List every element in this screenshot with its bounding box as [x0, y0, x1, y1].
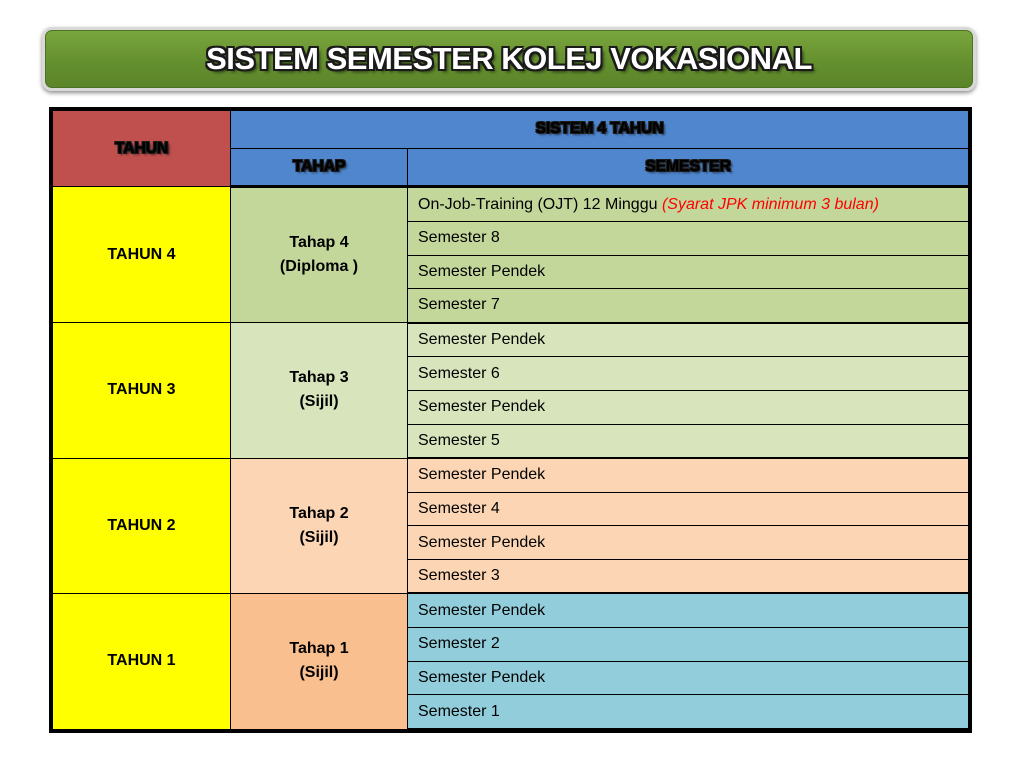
- semester-cell: [408, 492, 969, 526]
- semester-cell: [408, 187, 969, 222]
- semester-label: Semester Pendek: [418, 262, 546, 280]
- semester-table-container: [49, 107, 972, 733]
- semester-label: Semester 7: [418, 296, 500, 314]
- semester-cell: [408, 526, 969, 560]
- stage-cell: [231, 458, 408, 593]
- semester-cell: [408, 628, 969, 662]
- semester-cell: [408, 323, 969, 357]
- table-row: [53, 187, 969, 222]
- semester-cell: [408, 695, 969, 729]
- stage-name: Tahap 1: [289, 640, 349, 658]
- table-row: [53, 458, 969, 492]
- semester-cell: [408, 255, 969, 289]
- semester-label: Semester 1: [418, 702, 500, 720]
- semester-label: Semester Pendek: [418, 601, 546, 619]
- table-body: [53, 111, 969, 730]
- semester-cell: [408, 221, 969, 255]
- semester-cell: [408, 357, 969, 391]
- semester-label: Semester 2: [418, 635, 500, 653]
- semester-label: Semester 8: [418, 229, 500, 247]
- semester-cell: [408, 424, 969, 458]
- stage-cell: [231, 593, 408, 729]
- semester-label: Semester 4: [418, 500, 500, 517]
- semester-note: (Syarat JPK minimum 3 bulan): [661, 195, 879, 213]
- semester-label: Semester 5: [418, 431, 500, 449]
- semester-cell: [408, 661, 969, 695]
- semester-label: Semester Pendek: [418, 466, 546, 484]
- header-row: [53, 111, 969, 149]
- page-title: SISTEM SEMESTER KOLEJ VOKASIONAL: [206, 41, 812, 76]
- year-cell: TAHUN 2: [53, 458, 231, 593]
- stage-name: Tahap 4: [289, 234, 349, 252]
- semester-table: [52, 110, 969, 730]
- semester-label: On-Job-Training (OJT) 12 Minggu: [418, 195, 658, 213]
- semester-cell: [408, 390, 969, 424]
- year-cell: TAHUN 1: [53, 593, 231, 729]
- stage-qualification: (Sijil): [299, 393, 339, 411]
- semester-label: Semester 6: [418, 364, 500, 382]
- header-tahun: TAHUN: [53, 111, 231, 187]
- semester-label: Semester Pendek: [418, 331, 546, 349]
- year-cell: TAHUN 3: [53, 323, 231, 458]
- stage-qualification: (Diploma ): [279, 258, 359, 276]
- semester-label: Semester Pendek: [418, 668, 546, 686]
- semester-label: Semester Pendek: [418, 533, 546, 551]
- semester-cell: [408, 458, 969, 492]
- title-banner: [42, 27, 976, 91]
- semester-cell: [408, 559, 969, 593]
- semester-label: Semester 3: [418, 567, 500, 585]
- table-row: [53, 323, 969, 357]
- stage-name: Tahap 2: [289, 504, 349, 522]
- header-system: SISTEM 4 TAHUN: [231, 111, 969, 149]
- stage-qualification: (Sijil): [299, 528, 339, 546]
- stage-qualification: (Sijil): [299, 664, 339, 682]
- stage-cell: [231, 323, 408, 458]
- stage-name: Tahap 3: [289, 369, 349, 387]
- semester-cell: [408, 289, 969, 323]
- header-semester: SEMESTER: [408, 148, 969, 187]
- stage-cell: [231, 187, 408, 323]
- header-tahap: TAHAP: [231, 148, 408, 187]
- year-cell: TAHUN 4: [53, 187, 231, 323]
- semester-cell: [408, 593, 969, 627]
- semester-label: Semester Pendek: [418, 398, 546, 416]
- table-row: [53, 593, 969, 627]
